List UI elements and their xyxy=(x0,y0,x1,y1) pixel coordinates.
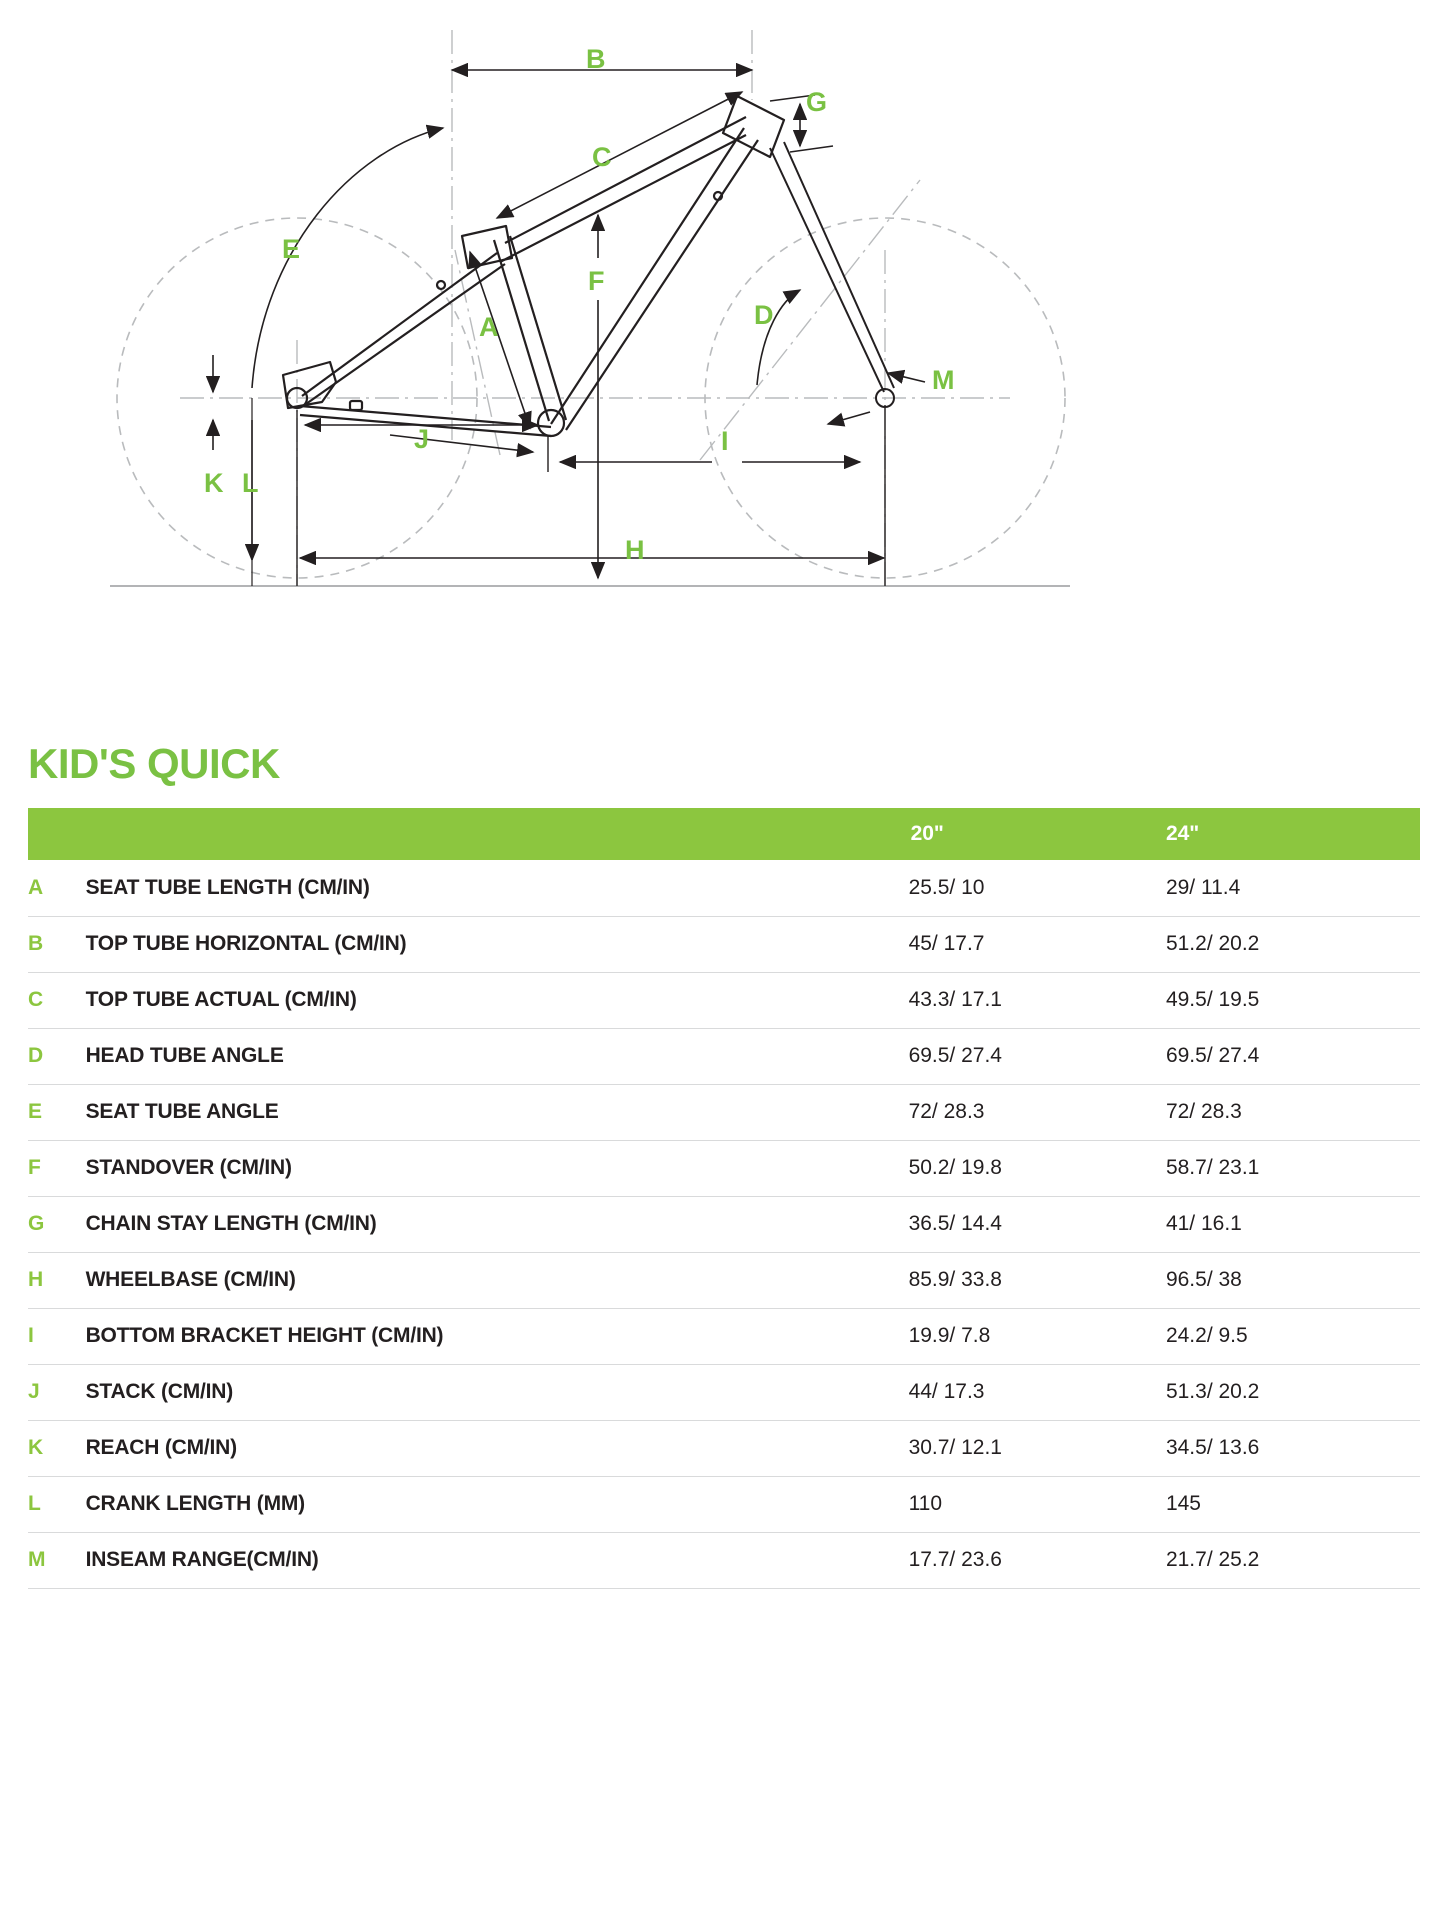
row-letter: H xyxy=(28,1268,44,1291)
table-row xyxy=(28,1252,1420,1308)
dim-label-c: C xyxy=(592,142,612,172)
row-letter: G xyxy=(28,1212,45,1235)
row-measurement-label: TOP TUBE HORIZONTAL (CM/IN) xyxy=(85,932,407,955)
row-letter: L xyxy=(28,1492,41,1515)
row-letter: A xyxy=(28,875,44,899)
row-value-24: 24.2/ 9.5 xyxy=(1165,1324,1248,1347)
row-letter: F xyxy=(28,1156,41,1179)
row-value-24: 51.2/ 20.2 xyxy=(1165,932,1260,955)
dim-label-j: J xyxy=(414,424,430,454)
dim-label-h: H xyxy=(625,535,645,565)
geometry-table xyxy=(28,808,1420,1589)
row-measurement-label: WHEELBASE (CM/IN) xyxy=(85,1268,296,1291)
dim-label-d: D xyxy=(754,300,774,330)
row-value-24: 96.5/ 38 xyxy=(1165,1268,1242,1291)
row-value-20: 25.5/ 10 xyxy=(908,875,985,899)
row-value-24: 51.3/ 20.2 xyxy=(1165,1380,1260,1403)
table-row xyxy=(28,1308,1420,1364)
bike-geometry-diagram xyxy=(0,0,1445,740)
row-measurement-label: CHAIN STAY LENGTH (CM/IN) xyxy=(85,1212,377,1235)
row-value-24: 21.7/ 25.2 xyxy=(1165,1548,1260,1571)
header-size-20: 20" xyxy=(910,822,944,845)
dim-label-k: K xyxy=(204,468,224,498)
row-measurement-label: REACH (CM/IN) xyxy=(85,1436,237,1459)
row-value-20: 69.5/ 27.4 xyxy=(908,1044,1002,1067)
row-letter: E xyxy=(28,1100,43,1123)
row-letter: M xyxy=(28,1548,46,1571)
row-value-24: 72/ 28.3 xyxy=(1165,1100,1242,1123)
row-value-24: 41/ 16.1 xyxy=(1165,1212,1242,1235)
row-measurement-label: INSEAM RANGE(CM/IN) xyxy=(85,1548,319,1571)
row-measurement-label: HEAD TUBE ANGLE xyxy=(85,1044,284,1067)
dim-label-g: G xyxy=(806,87,828,117)
row-letter: C xyxy=(28,988,44,1011)
row-value-20: 85.9/ 33.8 xyxy=(908,1268,1002,1291)
table-row xyxy=(28,916,1420,972)
row-value-24: 145 xyxy=(1165,1492,1201,1515)
row-measurement-label: BOTTOM BRACKET HEIGHT (CM/IN) xyxy=(85,1324,444,1347)
row-measurement-label: SEAT TUBE LENGTH (CM/IN) xyxy=(85,875,370,899)
table-row xyxy=(28,1420,1420,1476)
row-value-24: 29/ 11.4 xyxy=(1165,875,1241,899)
dim-label-i: I xyxy=(721,426,730,456)
dim-label-f: F xyxy=(588,266,605,296)
bike-geometry-svg xyxy=(0,0,1445,740)
row-measurement-label: STACK (CM/IN) xyxy=(85,1380,234,1403)
row-letter: K xyxy=(28,1436,44,1459)
dim-label-b: B xyxy=(586,44,606,74)
page-title: KID'S QUICK xyxy=(28,740,280,787)
table-row xyxy=(28,1364,1420,1420)
row-value-24: 34.5/ 13.6 xyxy=(1165,1436,1260,1459)
table-row xyxy=(28,1084,1420,1140)
row-value-20: 36.5/ 14.4 xyxy=(908,1212,1002,1235)
dim-label-e: E xyxy=(282,234,301,264)
dim-label-l: L xyxy=(242,468,259,498)
row-value-20: 110 xyxy=(908,1492,943,1515)
row-measurement-label: CRANK LENGTH (MM) xyxy=(85,1492,305,1515)
row-measurement-label: SEAT TUBE ANGLE xyxy=(85,1100,279,1123)
row-letter: D xyxy=(28,1044,44,1067)
row-value-20: 19.9/ 7.8 xyxy=(908,1324,991,1347)
row-value-20: 44/ 17.3 xyxy=(908,1380,985,1403)
table-row xyxy=(28,1196,1420,1252)
table-row xyxy=(28,1140,1420,1196)
row-value-20: 72/ 28.3 xyxy=(908,1100,985,1123)
row-letter: J xyxy=(28,1380,40,1403)
table-row xyxy=(28,972,1420,1028)
dim-label-m: M xyxy=(932,365,955,395)
table-row xyxy=(28,1532,1420,1588)
table-row xyxy=(28,1028,1420,1084)
row-value-24: 49.5/ 19.5 xyxy=(1165,988,1260,1011)
row-letter: I xyxy=(28,1324,34,1347)
row-value-20: 43.3/ 17.1 xyxy=(908,988,1002,1011)
row-value-24: 58.7/ 23.1 xyxy=(1165,1156,1260,1179)
header-measurement xyxy=(86,808,909,860)
table-row xyxy=(28,1476,1420,1532)
table-header xyxy=(28,808,1420,860)
row-value-20: 45/ 17.7 xyxy=(908,932,985,955)
row-value-24: 69.5/ 27.4 xyxy=(1165,1044,1260,1067)
row-measurement-label: TOP TUBE ACTUAL (CM/IN) xyxy=(85,988,357,1011)
dim-label-a: A xyxy=(479,312,499,342)
row-value-20: 30.7/ 12.1 xyxy=(908,1436,1002,1459)
row-value-20: 50.2/ 19.8 xyxy=(908,1156,1002,1179)
header-letter xyxy=(28,808,86,860)
table-header-row xyxy=(28,808,1420,860)
row-value-20: 17.7/ 23.6 xyxy=(908,1548,1002,1571)
row-letter: B xyxy=(28,932,44,955)
table-row xyxy=(28,860,1420,916)
table-body xyxy=(28,860,1420,1588)
row-measurement-label: STANDOVER (CM/IN) xyxy=(85,1156,292,1179)
header-size-24: 24" xyxy=(1165,822,1200,845)
